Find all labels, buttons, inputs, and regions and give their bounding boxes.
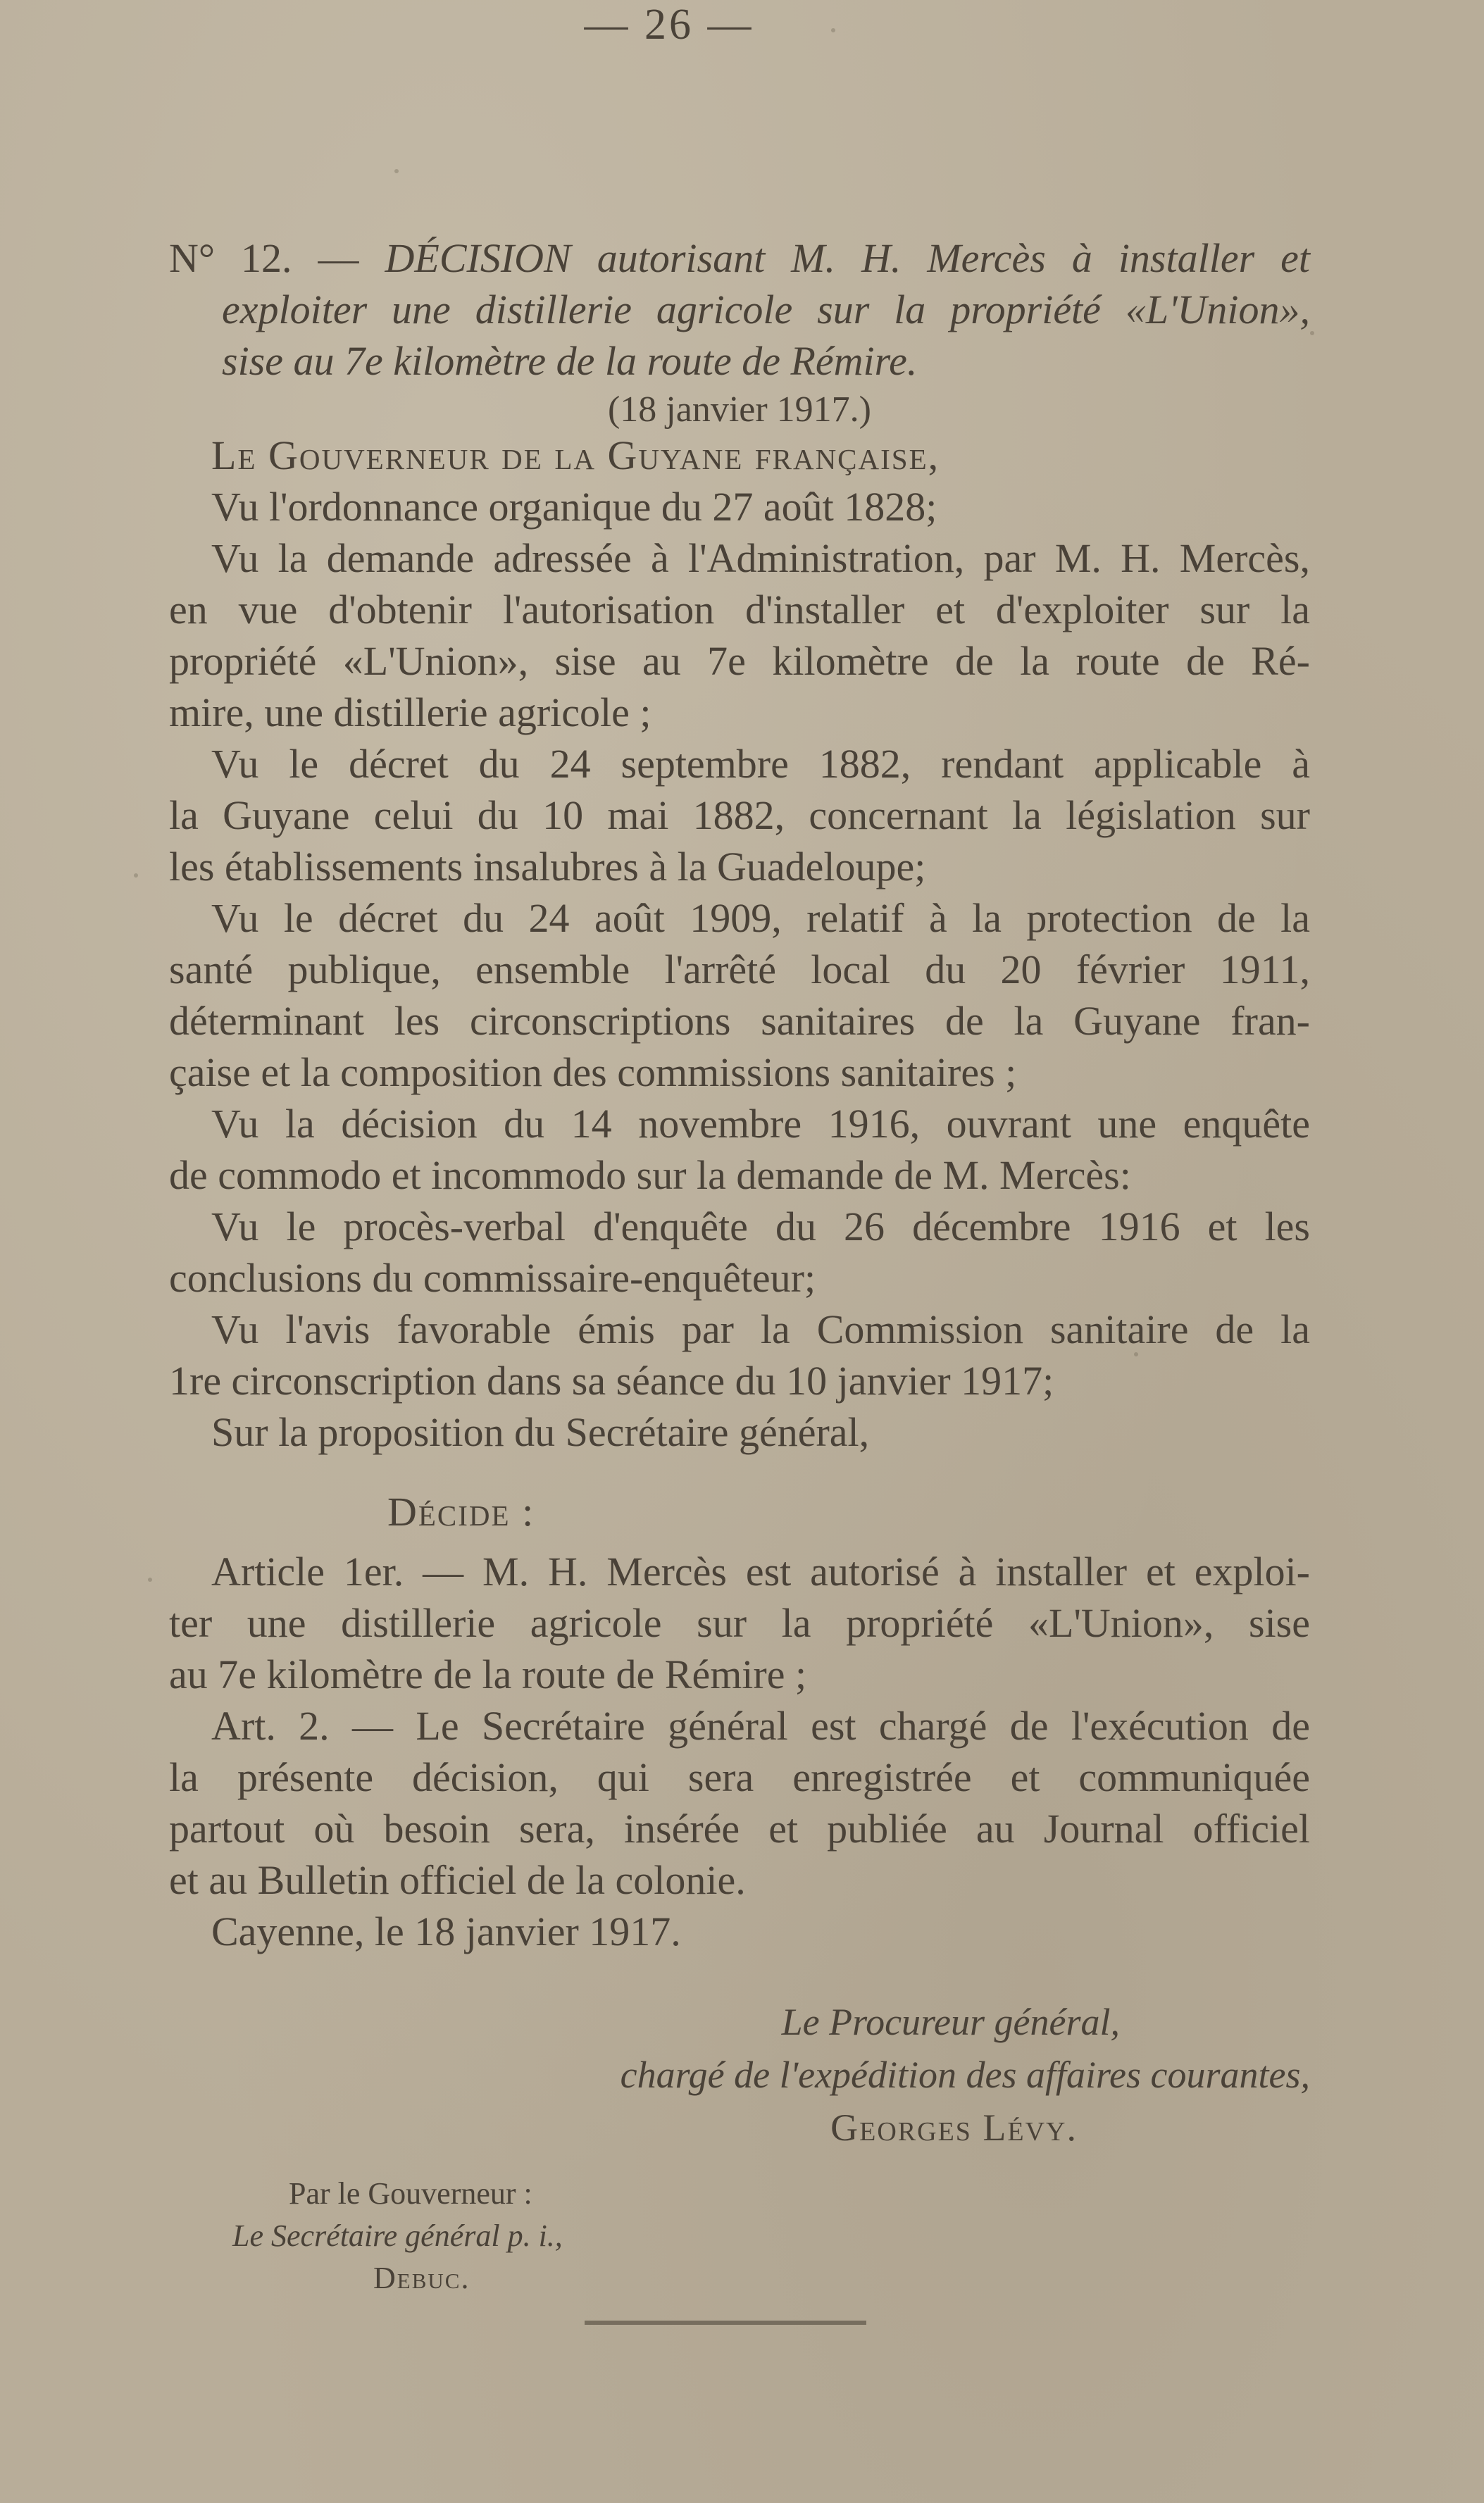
decision-date: (18 janvier 1917.) — [607, 389, 871, 430]
end-rule — [585, 2321, 866, 2325]
visa-line: Vu l'ordonnance organique du 27 août 1828; — [211, 484, 937, 530]
paper-speck — [1310, 331, 1314, 335]
signature-title-1 — [169, 1997, 1310, 2048]
heading-line-2: exploiter une distillerie agricole sur la propriété «L'Union», — [222, 287, 1310, 332]
signature-name — [169, 2102, 1310, 2154]
visa-line: en vue d'obtenir l'autorisation d'installer et d'exploiter sur la — [169, 587, 1310, 632]
visa-line: conclusions du commissaire-enquêteur; — [169, 1255, 816, 1301]
visa-line: déterminant les circonscriptions sanitaires de la Guyane fran- — [169, 998, 1310, 1044]
article-line: Article 1er. — M. H. Mercès est autorisé à installer et exploi- — [211, 1549, 1310, 1594]
visa-line: Vu le procès-verbal d'enquête du 26 décembre 1916 et les — [211, 1204, 1310, 1249]
visa-line: propriété «L'Union», sise au 7e kilomètre de la route de Ré- — [169, 638, 1310, 684]
signature-name-text: Georges Lévy. — [830, 2106, 1078, 2149]
visa-line: de commodo et incommodo sur la demande de M. Mercès: — [169, 1152, 1131, 1198]
decide-heading — [169, 1486, 1310, 1537]
page-number: — 26 — — [584, 1, 754, 49]
preamble-intro — [169, 430, 1310, 481]
decision-number: N° 12. — — [169, 235, 359, 281]
visa-line: Vu le décret du 24 août 1909, relatif à la protection de la — [211, 895, 1310, 941]
article-line: partout où besoin sera, insérée et publiée au Journal officiel — [169, 1806, 1310, 1852]
visa-line: 1re circonscription dans sa séance du 10 janvier 1917; — [169, 1358, 1054, 1404]
heading-line-3: sise au 7e kilomètre de la route de Rémire. — [222, 338, 918, 384]
countersign-line-1: Par le Gouverneur : — [289, 2176, 532, 2211]
visa-line: santé publique, ensemble l'arrêté local du 20 février 1911, — [169, 947, 1310, 992]
paper-speck — [134, 873, 138, 878]
intro-line: Le Gouverneur de la Guyane française, — [211, 432, 940, 478]
visas-section — [169, 481, 1310, 1458]
article-line: au 7e kilomètre de la route de Rémire ; — [169, 1652, 807, 1697]
articles-section — [169, 1546, 1310, 1957]
article-line: ter une distillerie agricole sur la propriété «L'Union», sise — [169, 1600, 1310, 1646]
signature-title-1-text: Le Procureur général, — [781, 2001, 1120, 2043]
paper-speck — [148, 1578, 152, 1582]
visa-line: Sur la proposition du Secrétaire général, — [211, 1409, 870, 1455]
countersign-name: Debuc. — [373, 2261, 470, 2295]
visa-line: mire, une distillerie agricole ; — [169, 689, 651, 735]
visa-line: Vu la demande adressée à l'Administration, par M. H. Mercès, — [211, 535, 1310, 581]
visa-line: les établissements insalubres à la Guadeloupe; — [169, 844, 926, 890]
countersign — [169, 2173, 1310, 2299]
article-line: et au Bulletin officiel de la colonie. — [169, 1857, 746, 1903]
signature-title-2: chargé de l'expédition des affaires courantes, — [620, 2054, 1310, 2096]
visa-line: Vu l'avis favorable émis par la Commission sanitaire de la — [211, 1306, 1310, 1352]
countersign-line-2: Le Secrétaire général p. i., — [232, 2218, 563, 2253]
decision-heading — [169, 232, 1310, 387]
article-line: la présente décision, qui sera enregistrée et communiquée — [169, 1754, 1310, 1800]
heading-line-1 — [169, 232, 1310, 284]
visa-line: Vu le décret du 24 septembre 1882, rendant applicable à — [211, 741, 1310, 787]
paper-speck — [394, 169, 399, 173]
place-date: Cayenne, le 18 janvier 1917. — [211, 1909, 681, 1954]
heading-title-part-1: DÉCISION autorisant M. H. Mercès à installer et — [385, 235, 1310, 281]
decide-label: Décide : — [387, 1489, 535, 1535]
visa-line: çaise et la composition des commissions sanitaires ; — [169, 1049, 1017, 1095]
visa-line: la Guyane celui du 10 mai 1882, concernant la législation sur — [169, 792, 1310, 838]
visa-line: Vu la décision du 14 novembre 1916, ouvrant une enquête — [211, 1101, 1310, 1147]
article-line: Art. 2. — Le Secrétaire général est chargé de l'exécution de — [211, 1703, 1310, 1749]
